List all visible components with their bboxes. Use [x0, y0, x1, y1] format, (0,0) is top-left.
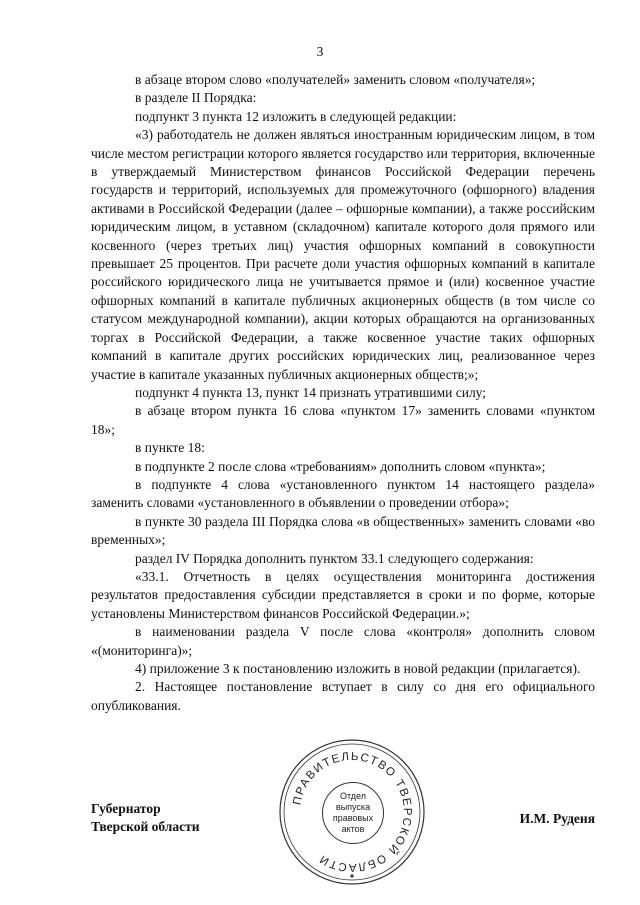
page-number: 3 [316, 44, 324, 59]
paragraph: в разделе II Порядка: [135, 90, 257, 106]
paragraph: «33.1. Отчетность в целях осуществления мониторинга достижения результатов предоставления субсидии представляется в сроки и по форме, которые установлены Министерством финансов Российской Федерации.»; [91, 568, 595, 621]
official-stamp [277, 737, 427, 887]
signatory-title [91, 800, 200, 837]
paragraph: раздел IV Порядка дополнить пунктом 33.1 следующего содержания: [135, 550, 534, 566]
paragraph: в абзаце втором слово «получателей» заменить словом «получателя»; [135, 72, 536, 87]
paragraph: в наименовании раздела V после слова «контроля» дополнить словом «(мониторинга)»; [91, 624, 595, 658]
paragraph: в подпункте 4 слова «установленного пунктом 14 настоящего раздела» заменить словами «установленного в объявлении о проведении отбора»; [91, 476, 595, 511]
paragraph: 4) приложение 3 к постановлению изложить в новой редакции (прилагается). [135, 661, 581, 676]
signatory-title-line2: Тверской области [91, 819, 200, 835]
paragraph: подпункт 4 пункта 13, пункт 14 признать утратившими силу; [135, 384, 486, 400]
stamp-ring-text: ПРАВИТЕЛЬСТВО ТВЕРСКОЙ ОБЛАСТИ [291, 750, 414, 874]
stamp-line: Отдел [339, 791, 367, 801]
signatory-name: И.М. Руденя [519, 811, 595, 826]
stamp-line: правовых [332, 813, 374, 823]
paragraph: в абзаце втором пункта 16 слова «пунктом 17» заменить словами «пунктом 18»; [91, 403, 595, 437]
stamp-line: выпуска [335, 802, 371, 812]
paragraph: «3) работодатель не должен являться иностранным юридическим лицом, в том числе местом регистрации которого является государство или территория, включенные в утверждаемый Министерством финансов Российской Федерации перечень государств и территорий, используемых для промежуточного (офшорного) владения активами в Российской Федерации (далее – офшорные компании), а также российским юридическим лицом, в уставном (складочном) капитале которого доля прямого или косвенного (через третьих лиц) участия офшорных компаний в совокупности превышает 25 процентов. При расчете доли участия офшорных компаний в капитале российского юридического лица не учитывается прямое и (или) косвенное участие офшорных компаний в капитале публичных акционерных обществ (в том числе со статусом международной компании), акции которых обращаются на организованных торгах в Российской Федерации, а также косвенное участие таких офшорных компаний в капитале других российских юридических лиц, реализованное через участие в капитале указанных публичных акционерных обществ;»; [91, 127, 595, 382]
stamp-line: актов [341, 824, 365, 834]
document-body [91, 71, 595, 715]
paragraph: в подпункте 2 после слова «требованиям» дополнить словом «пункта»; [135, 458, 546, 474]
paragraph: 2. Настоящее постановление вступает в силу со дня его официального опубликования. [91, 679, 595, 713]
paragraph: в пункте 30 раздела III Порядка слова «в общественных» заменить словами «во временных»; [91, 513, 595, 548]
signatory-title-line1: Губернатор [91, 801, 161, 816]
paragraph: подпункт 3 пункта 12 изложить в следующей редакции: [135, 108, 457, 124]
paragraph: в пункте 18: [135, 440, 205, 456]
stamp-center [322, 782, 384, 844]
